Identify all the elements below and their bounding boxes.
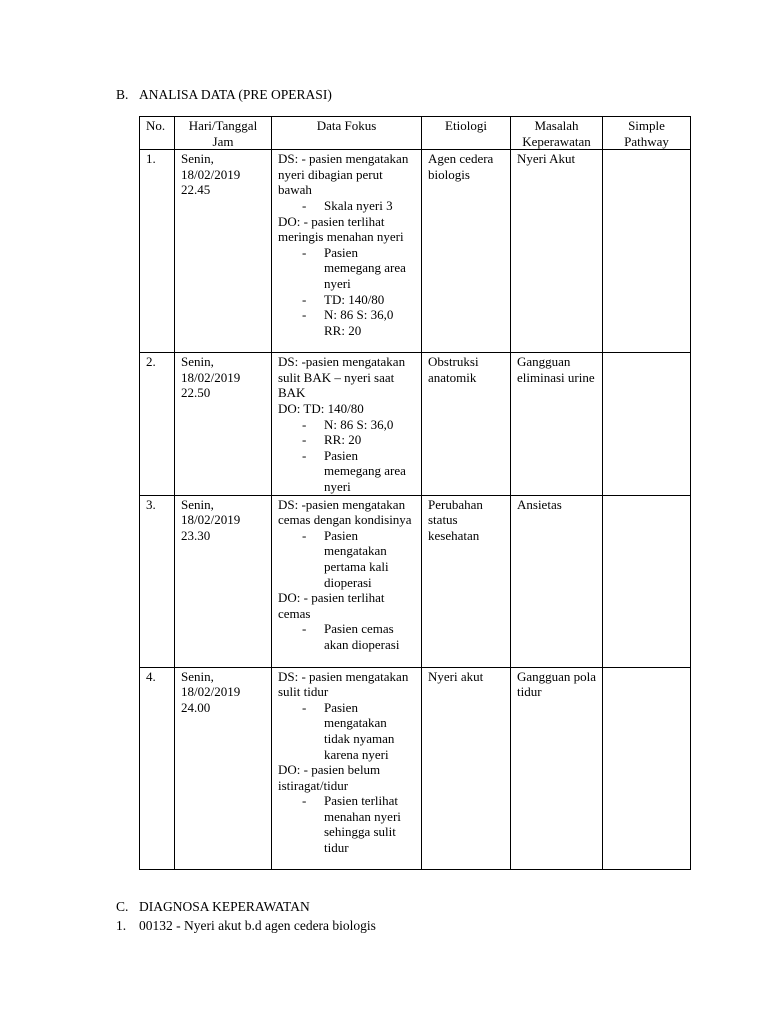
focus-text: DS: - pasien mengatakan nyeri dibagian perut bawah	[278, 151, 409, 198]
date-line: 24.00	[181, 699, 211, 715]
dash-marker: -	[302, 307, 307, 323]
dash-marker: -	[302, 291, 307, 307]
cell-date	[175, 150, 272, 353]
dash-marker: -	[302, 244, 307, 260]
dash-marker: -	[302, 416, 307, 432]
header-no: No.	[140, 117, 175, 150]
table-row	[140, 353, 691, 495]
focus-bullet-text: TD: 140/80	[324, 291, 385, 307]
focus-bullet-text: Pasien cemas akan dioperasi	[324, 621, 400, 652]
focus-bullet-text: Pasien memegang area nyeri	[324, 244, 406, 291]
cell-masalah: Nyeri Akut	[511, 150, 603, 353]
table-row	[140, 150, 691, 353]
section-c-heading	[116, 899, 310, 915]
cell-pathway	[603, 667, 691, 869]
date-line: Senin,	[181, 668, 214, 684]
dash-marker: -	[302, 793, 307, 809]
focus-bullet-text: Pasien mengatakan tidak nyaman karena nyeri	[324, 699, 395, 762]
header-masalah: Masalah Keperawatan	[511, 117, 603, 150]
date-line: 18/02/2019	[181, 166, 241, 182]
cell-date	[175, 495, 272, 667]
focus-bullet	[278, 448, 416, 495]
cell-etiologi: Nyeri akut	[422, 667, 511, 869]
focus-text: DO: - pasien terlihat cemas	[278, 590, 385, 621]
dash-marker: -	[302, 432, 307, 448]
focus-bullet-text: RR: 20	[324, 432, 362, 448]
dash-marker: -	[302, 699, 307, 715]
section-c-letter: C.	[116, 899, 129, 914]
focus-bullet	[278, 245, 416, 292]
cell-no: 2.	[140, 353, 175, 495]
dash-marker: -	[302, 527, 307, 543]
focus-bullet	[278, 417, 416, 433]
header-focus: Data Fokus	[272, 117, 422, 150]
table-row	[140, 495, 691, 667]
date-line: 22.45	[181, 182, 211, 198]
section-b-letter: B.	[116, 87, 129, 102]
section-c-title: DIAGNOSA KEPERAWATAN	[139, 899, 310, 914]
focus-bullet	[278, 528, 416, 590]
focus-bullet	[278, 700, 416, 762]
header-date: Hari/Tanggal Jam	[175, 117, 272, 150]
focus-bullet	[278, 307, 416, 338]
diagnosis-text: 00132 - Nyeri akut b.d agen cedera biologis	[139, 918, 376, 933]
cell-masalah: Ansietas	[511, 495, 603, 667]
diagnosis-number: 1.	[116, 918, 127, 933]
dash-marker: -	[302, 197, 307, 213]
header-etiologi: Etiologi	[422, 117, 511, 150]
focus-bullet	[278, 292, 416, 308]
focus-bullet-text: Pasien memegang area nyeri	[324, 447, 406, 494]
focus-bullet-text: N: 86 S: 36,0 RR: 20	[324, 307, 394, 338]
cell-etiologi: Perubahan status kesehatan	[422, 495, 511, 667]
focus-bullet-text: Pasien terlihat menahan nyeri sehingga sulit tidur	[324, 793, 401, 856]
focus-bullet-text: N: 86 S: 36,0	[324, 416, 394, 432]
cell-focus	[272, 495, 422, 667]
diagnosis-item	[116, 918, 376, 934]
section-b-title: ANALISA DATA (PRE OPERASI)	[139, 87, 332, 102]
date-line: 18/02/2019	[181, 684, 241, 700]
date-line: 23.30	[181, 527, 211, 543]
header-pathway: Simple Pathway	[603, 117, 691, 150]
focus-bullet-text: Pasien mengatakan pertama kali dioperasi	[324, 527, 389, 590]
cell-etiologi: Agen cedera biologis	[422, 150, 511, 353]
cell-no: 1.	[140, 150, 175, 353]
analysis-table	[139, 116, 691, 870]
date-line: 18/02/2019	[181, 369, 241, 385]
dash-marker: -	[302, 621, 307, 637]
focus-text: DS: -pasien mengatakan cemas dengan kondisinya	[278, 496, 412, 528]
cell-focus	[272, 150, 422, 353]
focus-bullet	[278, 793, 416, 855]
cell-date	[175, 667, 272, 869]
date-line: 18/02/2019	[181, 512, 241, 528]
focus-bullet	[278, 198, 416, 214]
focus-text: DS: -pasien mengatakan sulit BAK – nyeri saat BAK	[278, 354, 406, 401]
cell-pathway	[603, 150, 691, 353]
focus-bullet	[278, 432, 416, 448]
date-line: Senin,	[181, 151, 214, 167]
cell-pathway	[603, 353, 691, 495]
date-line: 22.50	[181, 385, 211, 401]
cell-masalah: Gangguan eliminasi urine	[511, 353, 603, 495]
cell-masalah: Gangguan pola tidur	[511, 667, 603, 869]
date-line: Senin,	[181, 496, 214, 512]
dash-marker: -	[302, 447, 307, 463]
cell-no: 3.	[140, 495, 175, 667]
focus-text: DS: - pasien mengatakan sulit tidur	[278, 668, 409, 700]
focus-text: DO: - pasien belum istiragat/tidur	[278, 762, 381, 793]
cell-no: 4.	[140, 667, 175, 869]
table-header-row	[140, 117, 691, 150]
cell-pathway	[603, 495, 691, 667]
cell-focus	[272, 667, 422, 869]
focus-text: DO: - pasien terlihat meringis menahan nyeri	[278, 213, 404, 245]
date-line: Senin,	[181, 354, 214, 370]
table-row	[140, 667, 691, 869]
focus-bullet-text: Skala nyeri 3	[324, 197, 393, 213]
focus-bullet	[278, 621, 416, 652]
cell-etiologi: Obstruksi anatomik	[422, 353, 511, 495]
section-b-heading	[116, 87, 332, 103]
cell-date	[175, 353, 272, 495]
cell-focus	[272, 353, 422, 495]
focus-text: DO: TD: 140/80	[278, 400, 364, 416]
